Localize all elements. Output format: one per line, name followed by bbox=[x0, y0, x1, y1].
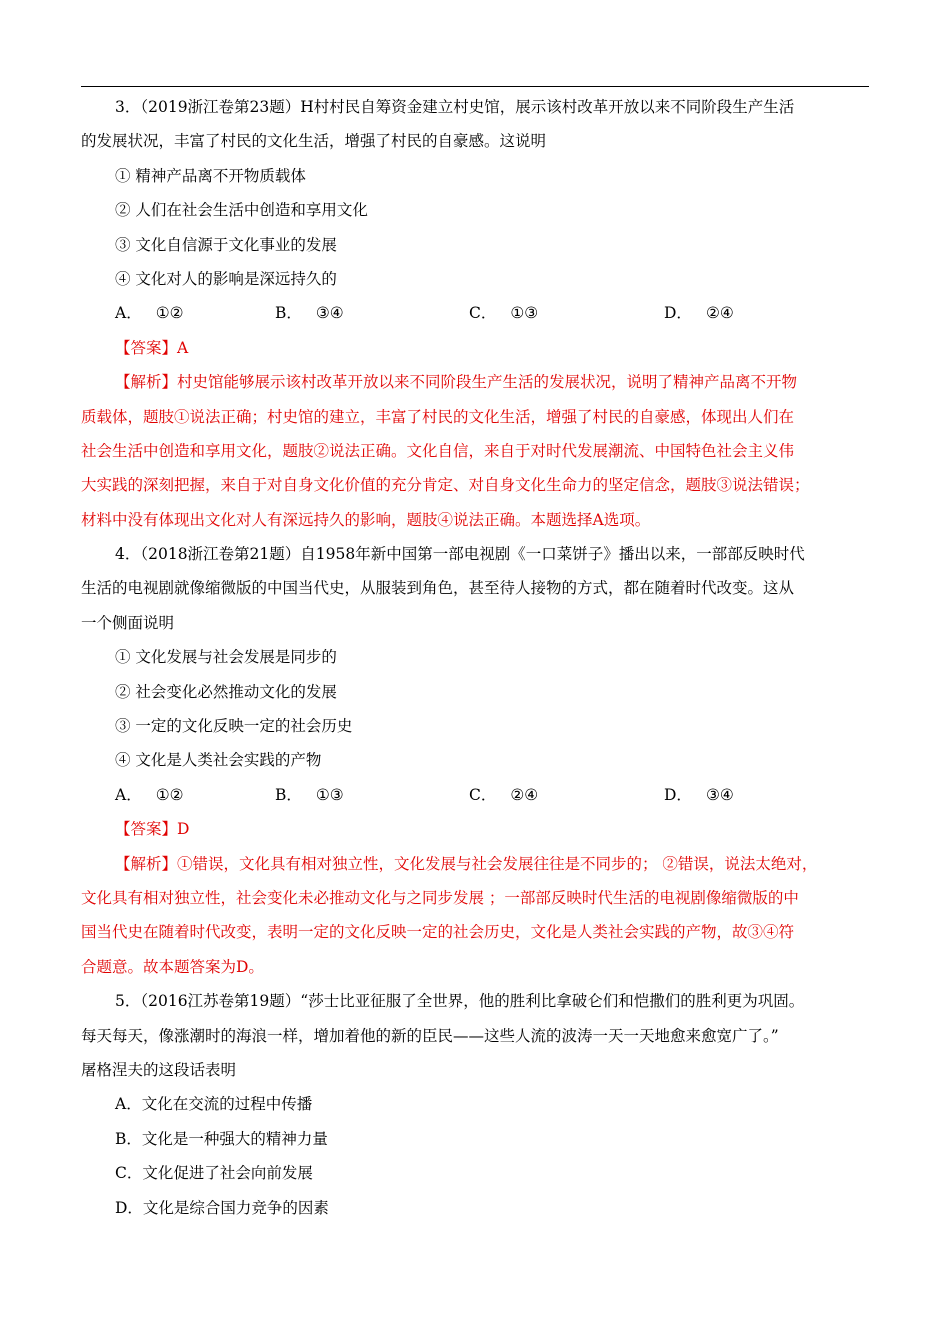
q4-item-2: ② 社会变化必然推动文化的发展 bbox=[115, 682, 337, 701]
option-letter: A． bbox=[115, 304, 142, 323]
q3-option-b bbox=[275, 296, 469, 330]
option-text: ②④ bbox=[510, 785, 539, 804]
q4-stem-line3: 一个侧面说明 bbox=[81, 613, 175, 632]
q4-option-b bbox=[275, 778, 469, 812]
option-letter: B． bbox=[275, 785, 302, 804]
option-text: ①③ bbox=[510, 304, 539, 323]
option-letter: B． bbox=[275, 304, 302, 323]
option-text: ③④ bbox=[315, 304, 344, 323]
q4-options bbox=[81, 778, 871, 812]
q4-item-4: ④ 文化是人类社会实践的产物 bbox=[115, 751, 322, 770]
q4-analysis-line1: 【解析】①错误，文化具有相对独立性，文化发展与社会发展往往是不同步的； ②错误，说法太绝对， bbox=[115, 854, 818, 873]
q3-answer: 【答案】A bbox=[115, 338, 189, 357]
header-rule bbox=[81, 86, 869, 87]
option-letter: C． bbox=[469, 785, 497, 804]
q3-options bbox=[81, 296, 871, 330]
q3-option-d bbox=[664, 296, 784, 330]
q4-option-c bbox=[469, 778, 664, 812]
q5-choice-d: D．文化是综合国力竞争的因素 bbox=[115, 1198, 329, 1217]
q4-item-3: ③ 一定的文化反映一定的社会历史 bbox=[115, 717, 353, 736]
q3-analysis-line1: 【解析】村史馆能够展示该村改革开放以来不同阶段生产生活的发展状况，说明了精神产品离不开物 bbox=[115, 373, 798, 392]
q5-stem-line3: 屠格涅夫的这段话表明 bbox=[81, 1060, 237, 1079]
option-text: ①③ bbox=[315, 785, 344, 804]
option-text: ①② bbox=[155, 304, 184, 323]
q5-choice-c: C．文化促进了社会向前发展 bbox=[115, 1164, 313, 1183]
q3-item-2: ② 人们在社会生活中创造和享用文化 bbox=[115, 201, 368, 220]
q3-analysis-line3: 社会生活中创造和享用文化，题肢②说法正确。文化自信，来自于对时代发展潮流、中国特色社会主义伟 bbox=[81, 441, 795, 460]
q5-choice-a: A．文化在交流的过程中传播 bbox=[115, 1095, 313, 1114]
q3-item-1: ① 精神产品离不开物质载体 bbox=[115, 166, 306, 185]
q3-option-a bbox=[115, 296, 275, 330]
q4-stem-line2: 生活的电视剧就像缩微版的中国当代史，从服装到角色，甚至待人接物的方式，都在随着时代改变。这从 bbox=[81, 579, 795, 598]
q3-analysis-line5: 材料中没有体现出文化对人有深远持久的影响，题肢④说法正确。本题选择A选项。 bbox=[81, 510, 651, 529]
q3-stem-line2: 的发展状况，丰富了村民的文化生活，增强了村民的自豪感。这说明 bbox=[81, 132, 547, 151]
q3-item-3: ③ 文化自信源于文化事业的发展 bbox=[115, 235, 337, 254]
q3-item-4: ④ 文化对人的影响是深远持久的 bbox=[115, 269, 337, 288]
q4-answer: 【答案】D bbox=[115, 820, 190, 839]
option-text: ①② bbox=[155, 785, 184, 804]
q3-option-c bbox=[469, 296, 664, 330]
q5-choice-b: B．文化是一种强大的精神力量 bbox=[115, 1129, 328, 1148]
q4-analysis-line3: 国当代史在随着时代改变，表明一定的文化反映一定的社会历史，文化是人类社会实践的产物，故③④符 bbox=[81, 923, 795, 942]
option-text: ③④ bbox=[705, 785, 734, 804]
option-text: ②④ bbox=[705, 304, 734, 323]
q4-option-a bbox=[115, 778, 275, 812]
q4-stem-line1: 4．（2018浙江卷第21题）自1958年新中国第一部电视剧《一口菜饼子》播出以来，一部部反映时代 bbox=[115, 545, 805, 564]
document-page bbox=[81, 90, 871, 1225]
q4-analysis-line4: 合题意。故本题答案为D。 bbox=[81, 957, 264, 976]
q4-option-d bbox=[664, 778, 784, 812]
q3-analysis-line4: 大实践的深刻把握，来自于对自身文化价值的充分肯定、对自身文化生命力的坚定信念，题肢③说法错误； bbox=[81, 476, 810, 495]
option-letter: D． bbox=[664, 785, 692, 804]
q5-stem-line1: 5．（2016江苏卷第19题）“莎士比亚征服了全世界，他的胜利比拿破仑们和恺撒们的胜利更为巩固。 bbox=[115, 992, 805, 1011]
option-letter: A． bbox=[115, 785, 142, 804]
q3-stem-line1: 3．（2019浙江卷第23题）H村村民自筹资金建立村史馆，展示该村改革开放以来不同阶段生产生活 bbox=[115, 98, 795, 116]
q4-analysis-line2: 文化具有相对独立性，社会变化未必推动文化与之同步发展 ；一部部反映时代生活的电视剧像缩微版的中 bbox=[81, 888, 799, 907]
q3-analysis-line2: 质载体，题肢①说法正确；村史馆的建立，丰富了村民的文化生活，增强了村民的自豪感，体现出人们在 bbox=[81, 407, 795, 426]
q4-item-1: ① 文化发展与社会发展是同步的 bbox=[115, 648, 337, 667]
option-letter: C． bbox=[469, 304, 497, 323]
option-letter: D． bbox=[664, 304, 692, 323]
q5-stem-line2: 每天每天，像涨潮时的海浪一样，增加着他的新的臣民——这些人流的波涛一天一天地愈来愈宽广了。” bbox=[81, 1026, 779, 1045]
